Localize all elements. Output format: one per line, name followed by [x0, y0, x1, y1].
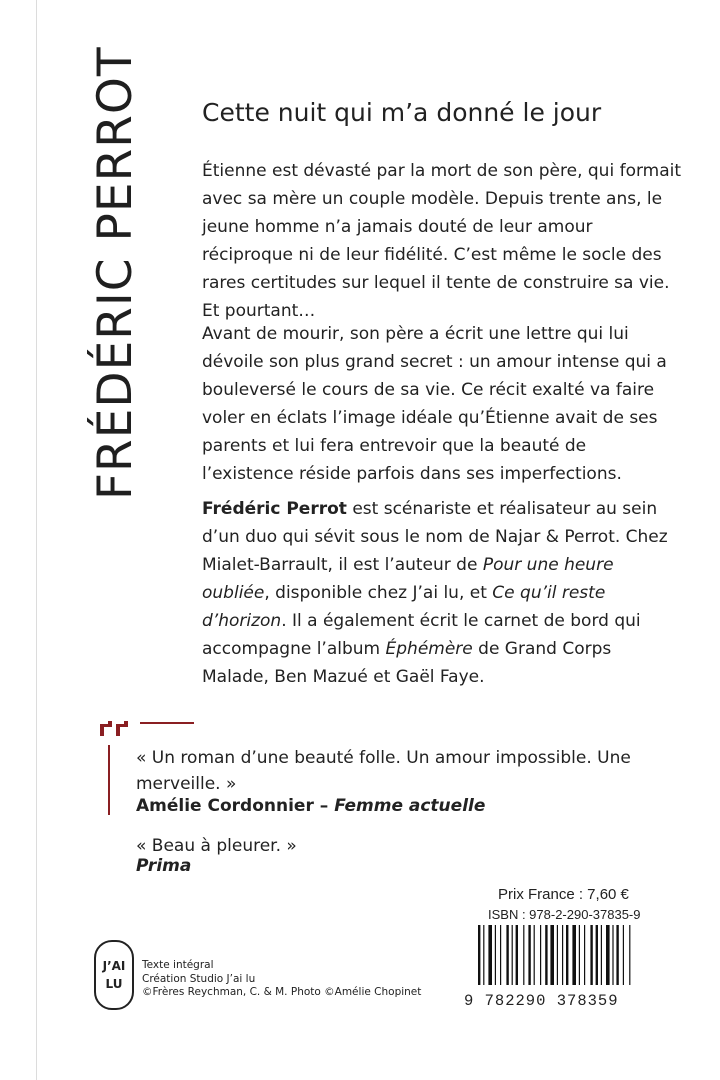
bio-album-title: Éphémère	[385, 639, 473, 659]
bio-book-title: Pour une heure oubliée	[202, 555, 614, 603]
barcode-bar	[523, 925, 524, 985]
book-title: Cette nuit qui m’a donné le jour	[202, 98, 602, 127]
barcode-bar	[601, 925, 602, 985]
quote-mark-icon	[99, 720, 133, 740]
barcode-bar	[488, 925, 492, 985]
press-quote: « Beau à pleurer. »	[136, 836, 297, 856]
synopsis-paragraph-1: Étienne est dévasté par la mort de son père, qui formait avec sa mère un couple modèle. Depuis trente ans, le jeune homme n’a jamais douté de leur amour réciproque ni de leur fidélité. C’est même le socle des rares certitudes sur lequel il tente de construire sa vie. Et pourtant…	[202, 161, 682, 321]
barcode-bar	[572, 925, 576, 985]
bio-author-name: Frédéric Perrot	[202, 499, 347, 519]
isbn-label: ISBN : 978-2-290-37835-9	[488, 907, 641, 922]
credit-line: ©Frères Reychman, C. & M. Photo ©Amélie Chopinet	[142, 986, 422, 998]
barcode-bar	[516, 925, 518, 985]
barcode-bar	[534, 925, 535, 985]
barcode-bar	[495, 925, 496, 985]
barcode-bar	[579, 925, 580, 985]
credit-line: Création Studio J’ai lu	[142, 972, 256, 985]
price-label: Prix France : 7,60 €	[498, 886, 629, 903]
barcode-bar	[500, 925, 501, 985]
bio-text: , disponible chez J’ai lu, et	[264, 583, 493, 603]
press-quote: « Un roman d’une beauté folle. Un amour impossible. Une merveille. »	[136, 748, 631, 794]
publisher-logo	[94, 940, 134, 1010]
barcode-bar	[590, 925, 592, 985]
quote-side-rule	[108, 745, 110, 815]
barcode-bar	[483, 925, 484, 985]
press-quote-source: Prima	[136, 856, 192, 876]
bio-text: . Il a également écrit le carnet de bord qui accompagne l’album	[202, 611, 641, 659]
bio-text: est scénariste et réalisateur au sein d’un duo qui sévit sous le nom de Najar & Perrot. Chez Mialet-Barrault, il est l’auteur de	[202, 499, 668, 575]
author-spine-name: FRÉDÉRIC PERROT	[88, 46, 143, 500]
press-quote-source	[136, 793, 485, 819]
quote-divider	[140, 722, 194, 724]
page-edge-line	[36, 0, 37, 1080]
barcode-bar	[545, 925, 547, 985]
synopsis-paragraph-2: Avant de mourir, son père a écrit une lettre qui lui dévoile son plus grand secret : un amour intense qui a bouleversé le cours de sa vie. Ce récit exalté va faire voler en éclats l’image idéale qu’Étienne avait de ses parents et lui fera entrevoir que la beauté de l’existence réside parfois dans ses imperfections.	[202, 324, 667, 484]
credit-line: Texte intégral	[142, 959, 214, 971]
barcode-bar	[512, 925, 513, 985]
barcode-bar	[629, 925, 630, 985]
barcode-bar	[612, 925, 613, 985]
barcode-bar	[528, 925, 530, 985]
barcode-bar	[557, 925, 558, 985]
barcode-bar	[506, 925, 508, 985]
bio-book-title: Ce qu’il reste d’horizon	[202, 583, 606, 631]
barcode-bar	[550, 925, 554, 985]
barcode-bar	[478, 925, 480, 985]
barcode-digits: 9 782290 378359	[464, 992, 619, 1010]
credits	[142, 959, 421, 1000]
logo-line: J’AI	[102, 959, 126, 973]
logo-line: LU	[105, 977, 123, 991]
barcode-bar	[540, 925, 541, 985]
barcode	[478, 925, 658, 985]
barcode-bar	[623, 925, 624, 985]
barcode-bar	[596, 925, 598, 985]
author-bio	[202, 495, 682, 691]
barcode-bar	[562, 925, 563, 985]
barcode-bar	[584, 925, 585, 985]
bio-text: de Grand Corps Malade, Ben Mazué et Gaël Faye.	[202, 639, 612, 687]
barcode-bar	[606, 925, 610, 985]
barcode-bar	[566, 925, 568, 985]
quote-source-publication: Femme actuelle	[334, 796, 486, 816]
quote-source-author: Amélie Cordonnier –	[136, 796, 335, 816]
barcode-bar	[616, 925, 618, 985]
